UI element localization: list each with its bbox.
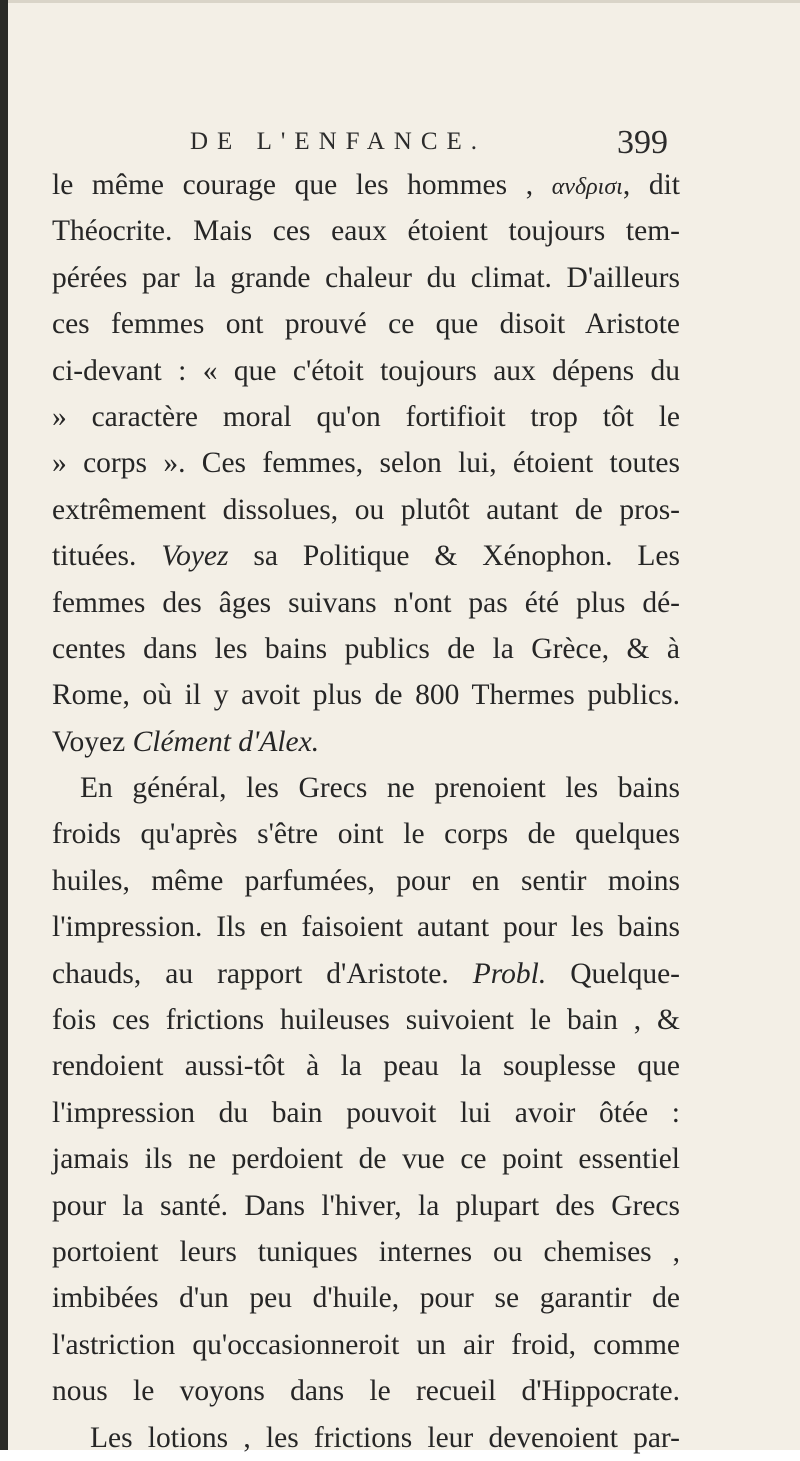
binding-gutter	[0, 0, 8, 1450]
text-line: portoient leurs tuniques internes ou chemises ,	[52, 1235, 680, 1268]
text-line: pérées par la grande chaleur du climat. D'ailleurs	[52, 261, 680, 294]
text-line: huiles, même parfumées, pour en sentir moins	[52, 864, 680, 897]
text-line: Théocrite. Mais ces eaux étoient toujours tem-	[52, 215, 680, 248]
text-line: extrêmement dissolues, ou plutôt autant de pros-	[52, 493, 680, 526]
text-line: l'astriction qu'occasionneroit un air froid, comme	[52, 1328, 680, 1361]
text-line: Voyez Clément d'Alex.	[52, 725, 320, 758]
text-line: fois ces frictions huileuses suivoient le bain , &	[52, 1004, 680, 1037]
paragraph-start-line: Les lotions , les frictions leur devenoient par-	[90, 1421, 680, 1454]
text-line: ces femmes ont prouvé ce que disoit Aristote	[52, 308, 680, 341]
page-header	[0, 122, 800, 162]
text-line: Rome, où il y avoit plus de 800 Thermes publics.	[52, 679, 680, 712]
body-text	[52, 162, 680, 1461]
italic-reference: Clément d'Alex.	[132, 725, 320, 758]
text-line: rendoient aussi-tôt à la peau la souplesse que	[52, 1050, 680, 1083]
text-line: jamais ils ne perdoient de vue ce point essentiel	[52, 1143, 680, 1176]
page-number: 399	[617, 124, 668, 161]
running-head: DE L'ENFANCE.	[190, 128, 487, 155]
text-line: femmes des âges suivans n'ont pas été plus dé-	[52, 586, 680, 619]
text-line: l'impression. Ils en faisoient autant pour les bains	[52, 911, 680, 944]
italic-reference: Probl.	[472, 957, 547, 990]
text-line: centes dans les bains publics de la Grèce, & à	[52, 632, 680, 665]
greek-word: ανδρισι	[551, 174, 623, 200]
text-line: le même courage que les hommes , ανδρισι, dit	[52, 169, 680, 201]
text-line: ci-devant : « que c'étoit toujours aux dépens du	[52, 354, 680, 387]
italic-reference: Voyez	[161, 540, 229, 573]
text-line: tituées. Voyez sa Politique & Xénophon. Les	[52, 540, 681, 573]
text-line: l'impression du bain pouvoit lui avoir ôtée :	[52, 1096, 680, 1129]
text-line: » caractère moral qu'on fortifioit trop tôt le	[52, 400, 680, 433]
paragraph-start-line: En général, les Grecs ne prenoient les bains	[80, 772, 680, 805]
text-line: pour la santé. Dans l'hiver, la plupart des Grecs	[52, 1189, 680, 1222]
text-line: imbibées d'un peu d'huile, pour se garantir de	[52, 1282, 680, 1315]
text-line: » corps ». Ces femmes, selon lui, étoient toutes	[52, 447, 680, 480]
text-line: chauds, au rapport d'Aristote. Probl. Quelque-	[52, 957, 680, 990]
text-line: froids qu'après s'être oint le corps de quelques	[52, 818, 680, 851]
page-top-edge	[8, 0, 800, 3]
text-line: nous le voyons dans le recueil d'Hippocrate.	[52, 1375, 680, 1408]
